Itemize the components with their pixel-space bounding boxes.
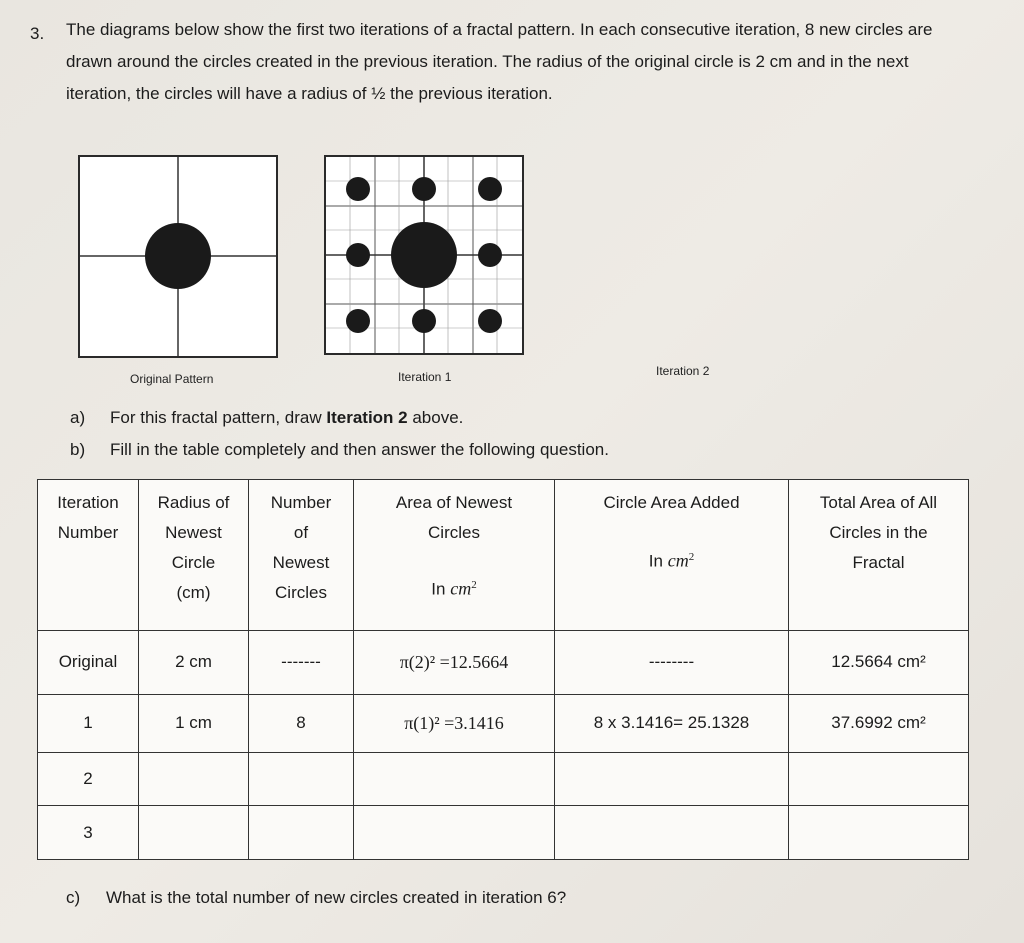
header-line: Iteration — [57, 493, 119, 512]
part-b-text: Fill in the table completely and then answer the following question. — [110, 440, 609, 459]
small-circle — [346, 309, 370, 333]
fractal-table — [37, 479, 969, 860]
header-total-area — [789, 480, 969, 631]
center-circle — [391, 222, 457, 288]
small-circle — [478, 309, 502, 333]
original-pattern-figure — [78, 155, 278, 358]
header-in: In — [431, 579, 446, 599]
header-area-added — [555, 480, 789, 631]
header-sup: 2 — [688, 551, 695, 563]
small-circle — [478, 177, 502, 201]
header-line: Circle Area Added — [603, 493, 740, 512]
cell-radius[interactable] — [139, 752, 249, 806]
original-circle — [145, 223, 211, 289]
question-text: The diagrams below show the first two iterations of a fractal pattern. In each consecutive iteration, 8 new circles are drawn around the circles created in the previous iteration. The radius of the original circle is 2 cm and in the next iteration, the circles will have a radius of ½ the previous iteration. — [66, 20, 933, 103]
header-unit-cm: cm — [450, 578, 472, 599]
cell-added: -------- — [555, 630, 789, 694]
header-line: Circle — [171, 553, 216, 572]
part-a — [70, 408, 463, 428]
table-row — [38, 694, 969, 752]
header-line: Newest — [165, 523, 222, 542]
header-line: Area of Newest — [395, 493, 513, 512]
cell-count: ------- — [249, 630, 354, 694]
part-a-prefix: For this fractal pattern, draw — [110, 408, 327, 427]
table-row — [38, 752, 969, 806]
part-b-label: b) — [70, 440, 86, 459]
cell-radius[interactable] — [139, 806, 249, 860]
cell-total: 12.5664 cm² — [789, 630, 969, 694]
part-c-label: c) — [66, 888, 81, 907]
cell-added[interactable] — [555, 806, 789, 860]
cell-radius: 1 cm — [139, 694, 249, 752]
cell-radius: 2 cm — [139, 630, 249, 694]
header-in: In — [648, 551, 663, 571]
cell-area: π(1)² =3.1416 — [354, 694, 555, 752]
header-line: Circles — [275, 583, 327, 602]
header-line: Number — [57, 523, 119, 542]
small-circle — [412, 309, 436, 333]
header-line: Newest — [272, 553, 330, 572]
iteration-1-caption: Iteration 1 — [398, 370, 452, 384]
header-unit — [559, 542, 784, 577]
cell-total: 37.6992 cm² — [789, 694, 969, 752]
cell-iteration: 1 — [38, 694, 139, 752]
header-iteration-number — [38, 480, 139, 631]
cell-iteration: 2 — [38, 752, 139, 806]
small-circle — [346, 177, 370, 201]
table-header-row — [38, 480, 969, 631]
small-circle — [412, 177, 436, 201]
cell-total[interactable] — [789, 752, 969, 806]
cell-area[interactable] — [354, 752, 555, 806]
small-circle — [478, 243, 502, 267]
cell-total[interactable] — [789, 806, 969, 860]
cell-area[interactable] — [354, 806, 555, 860]
part-a-suffix: above. — [407, 408, 464, 427]
cell-iteration: 3 — [38, 806, 139, 860]
part-c-text: What is the total number of new circles created in iteration 6? — [106, 888, 567, 907]
header-line: Radius of — [157, 493, 230, 512]
header-radius — [139, 480, 249, 631]
cell-iteration: Original — [38, 630, 139, 694]
table-row — [38, 806, 969, 860]
header-line: (cm) — [176, 583, 211, 602]
iteration-1-figure — [324, 155, 524, 355]
header-line: Circles in the — [829, 523, 928, 542]
iteration-2-caption: Iteration 2 — [656, 364, 710, 378]
header-area-newest — [354, 480, 555, 631]
table-row — [38, 630, 969, 694]
header-line: of — [293, 523, 309, 542]
header-line: Fractal — [852, 553, 905, 572]
small-circle — [346, 243, 370, 267]
header-line: Circles — [428, 523, 480, 542]
part-b — [70, 440, 609, 460]
cell-area: π(2)² =12.5664 — [354, 630, 555, 694]
original-pattern-caption: Original Pattern — [130, 372, 214, 386]
cell-added[interactable] — [555, 752, 789, 806]
header-number-of-circles — [249, 480, 354, 631]
cell-added: 8 x 3.1416= 25.1328 — [555, 694, 789, 752]
header-line: Number — [270, 493, 332, 512]
cell-count: 8 — [249, 694, 354, 752]
cell-count[interactable] — [249, 806, 354, 860]
header-sup: 2 — [471, 579, 477, 591]
part-a-label: a) — [70, 408, 86, 427]
header-unit — [358, 570, 550, 605]
part-c — [66, 888, 566, 908]
part-a-bold: Iteration 2 — [326, 408, 408, 427]
header-unit-cm: cm — [667, 550, 689, 571]
header-line: Total Area of All — [819, 493, 938, 512]
cell-count[interactable] — [249, 752, 354, 806]
question-number: 3. — [30, 24, 45, 43]
